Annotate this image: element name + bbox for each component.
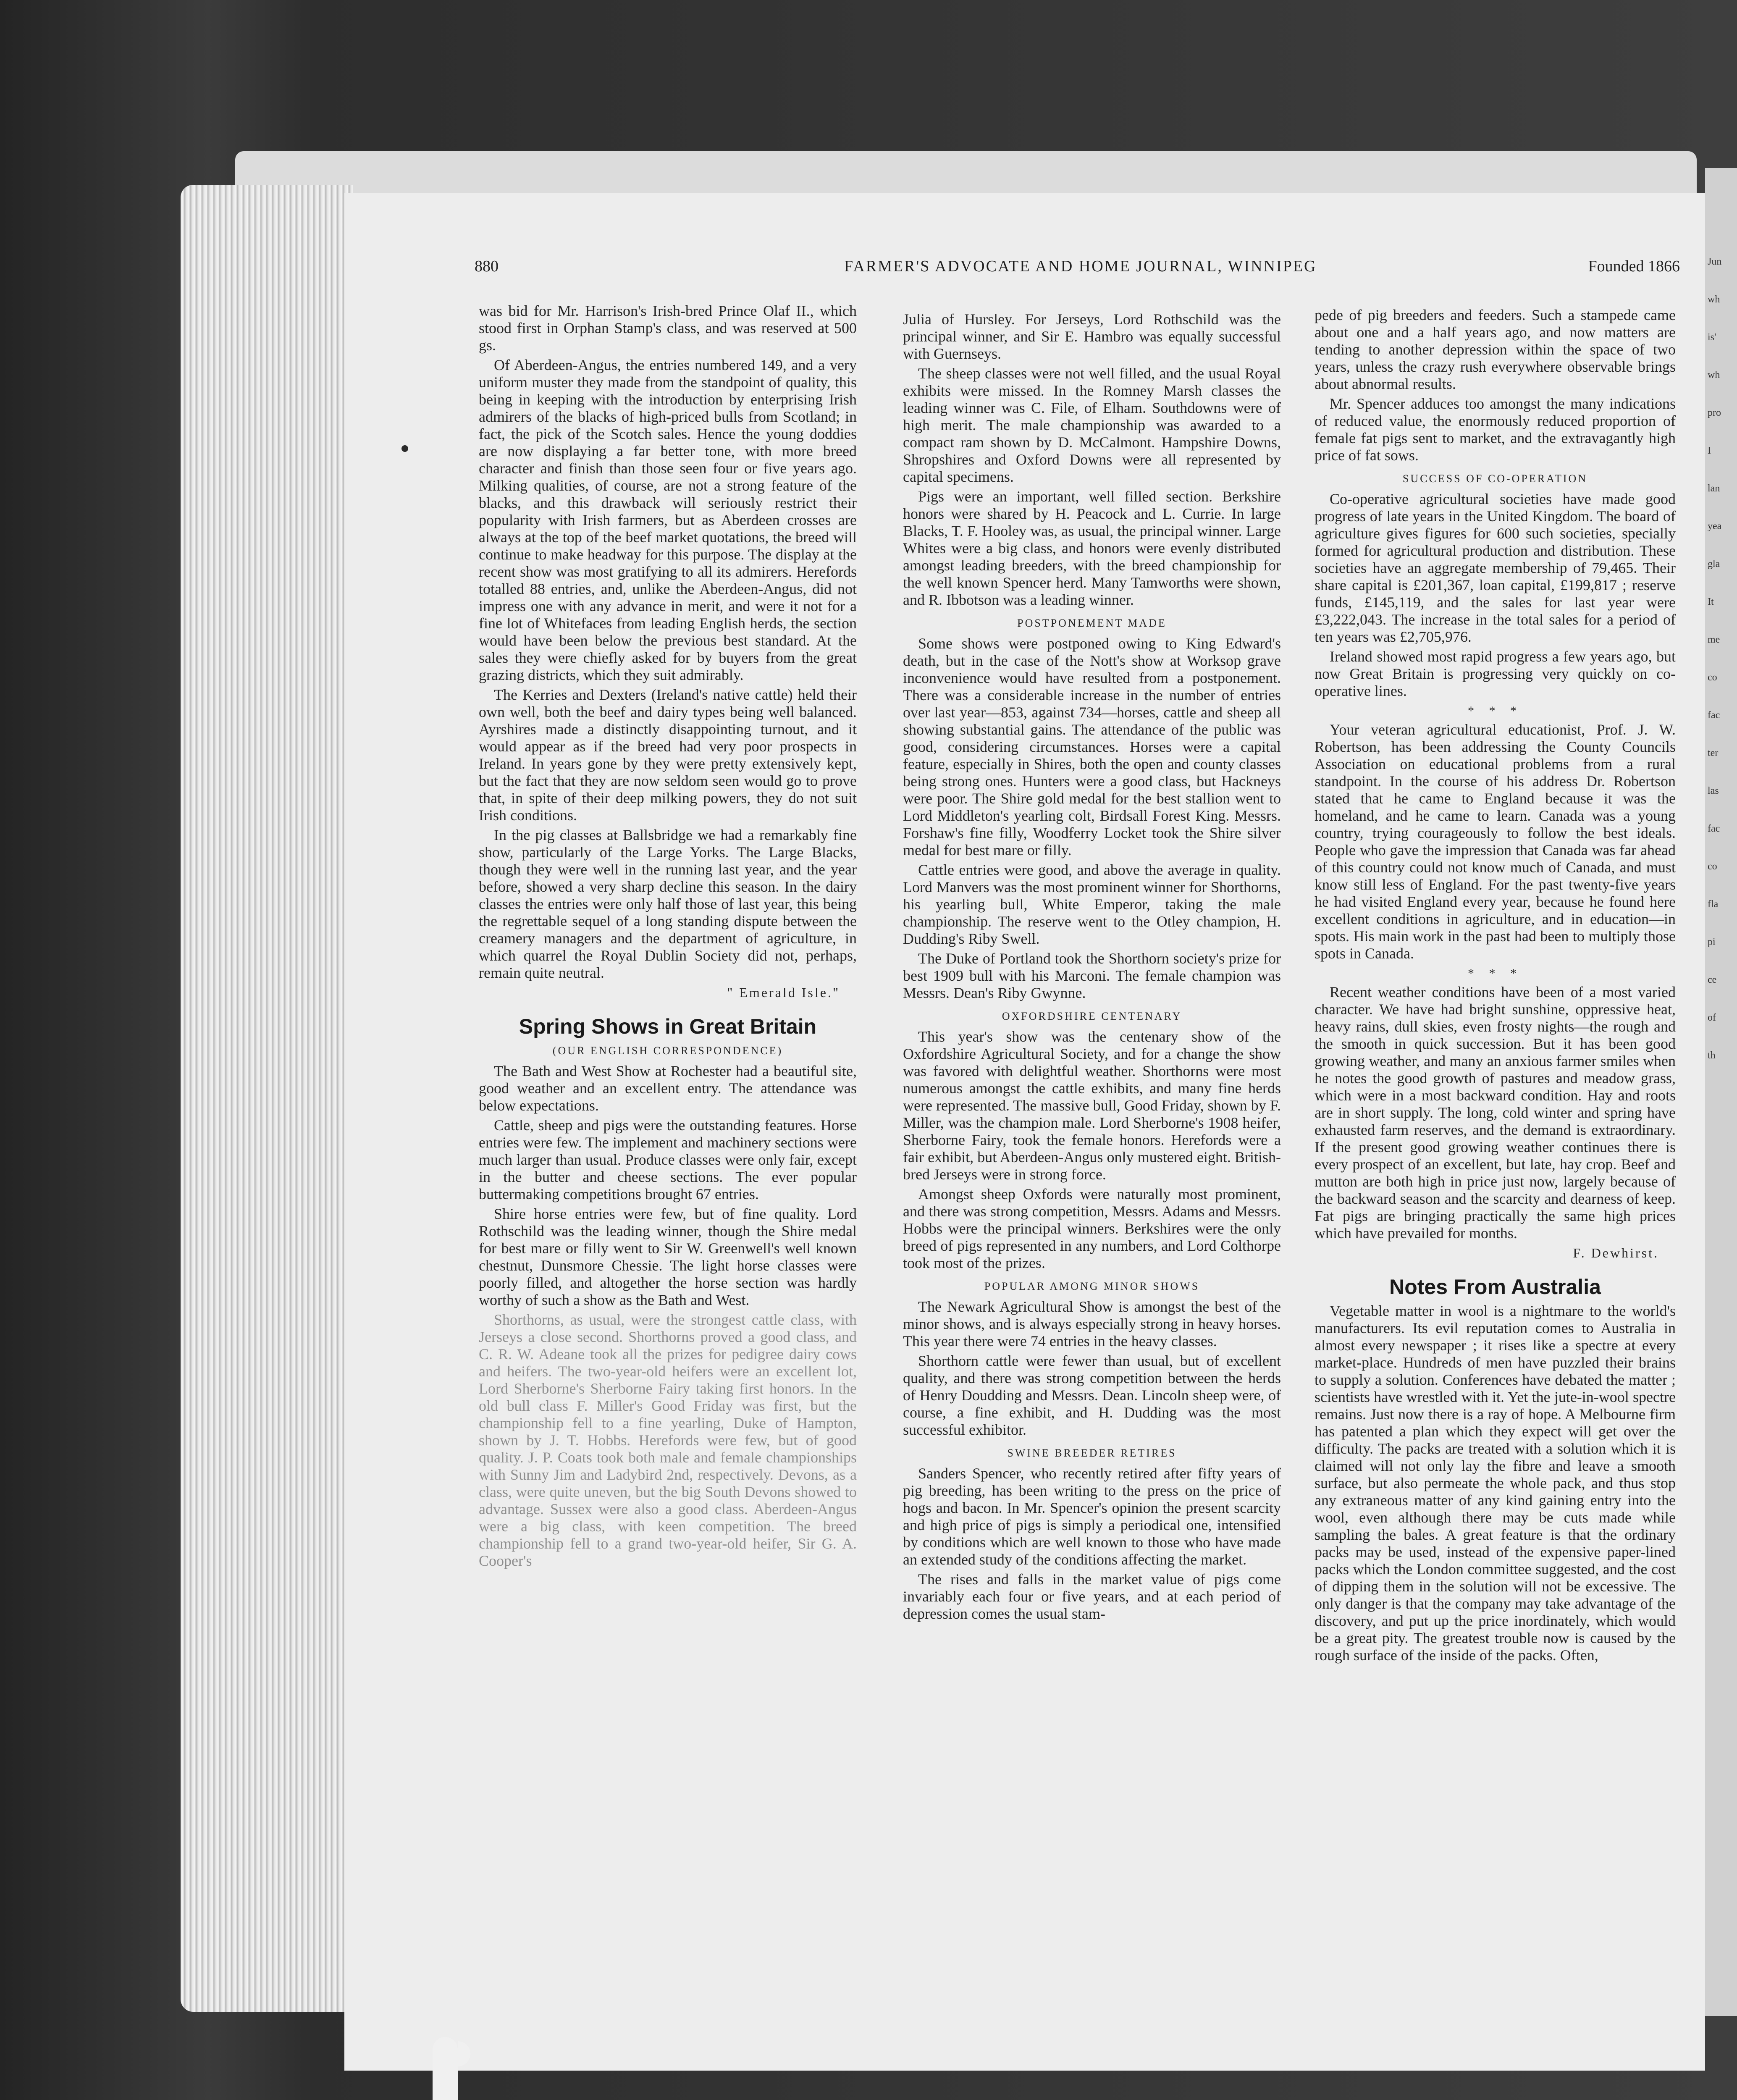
paragraph: pede of pig breeders and feeders. Such a stampede came about one and a half years ago, and now matters are tending to another depression within the space of two years, unless the crazy rush everywhere observable brings about abnormal results.	[1315, 307, 1676, 392]
edge-text-fragment: pro	[1708, 407, 1721, 418]
byline: (OUR ENGLISH CORRESPONDENCE)	[552, 1045, 783, 1057]
section-divider: * * *	[1468, 704, 1522, 718]
paragraph: Sanders Spencer, who recently retired after fifty years of pig breeding, has been writing to the press on the price of hogs and bacon. In Mr. Spencer's opinion the present scarcity and high price of pigs is simply a periodical one, intensified by conditions which are well known to those who have made an extended study of the conditions affecting the market.	[903, 1465, 1281, 1568]
paragraph: was bid for Mr. Harrison's Irish-bred Prince Olaf II., which stood first in Orphan Stamp's class, and was reserved at 500 gs.	[479, 302, 857, 354]
edge-text-fragment: fac	[1708, 710, 1720, 721]
paragraph: Shorthorn cattle were fewer than usual, but of excellent quality, and there was strong competition between the herds of Henry Doudding and Messrs. Dean. Lincoln sheep were, of course, a fine exhibit, and H. Dudding was the most successful exhibitor.	[903, 1352, 1281, 1438]
edge-text-fragment: lan	[1708, 483, 1720, 494]
paragraph: The Duke of Portland took the Shorthorn society's prize for best 1909 bull with his Marconi. The female champion was Messrs. Dean's Riby Gwynne.	[903, 950, 1281, 1001]
paragraph: The Kerries and Dexters (Ireland's native cattle) held their own well, both the beef and dairy types being well balanced. Ayrshires made a distinctly disappointing turnout, and it would appear as if the breed had very poor prospects in Ireland. In years gone by they were pretty extensively kept, but the fact that they are now seldom seen would go to prove that, in spite of their deep milking powers, they do not suit Irish conditions.	[479, 686, 857, 824]
article-heading: Notes From Australia	[1389, 1275, 1601, 1299]
bookmark-tab	[433, 2037, 458, 2100]
subheading: SWINE BREEDER RETIRES	[1007, 1447, 1177, 1459]
column-1	[479, 302, 857, 1572]
paragraph: Amongst sheep Oxfords were naturally most prominent, and there was strong competition, Messrs. Adams and Messrs. Hobbs were the principal winners. Berkshires were the only breed of pigs represented in any numbers, and Lord Colthorpe took most of the prizes.	[903, 1186, 1281, 1271]
page-number: 880	[475, 257, 499, 275]
edge-text-fragment: It	[1708, 596, 1714, 607]
page-header	[475, 257, 1680, 286]
paragraph: The Bath and West Show at Rochester had a beautiful site, good weather and an excellent entry. The attendance was below expectations.	[479, 1063, 857, 1114]
paragraph: This year's show was the centenary show of the Oxfordshire Agricultural Society, and for a change the show was favored with delightful weather. Shorthorns were most numerous amongst the cattle exhibits, and many fine herds were represented. The massive bull, Good Friday, shown by F. Miller, was the champion male. Lord Sherborne's 1908 heifer, Sherborne Fairy, took the female honors. Herefords were a fair exhibit, but Aberdeen-Angus only mustered eight. British-bred Jerseys were in strong force.	[903, 1028, 1281, 1183]
subheading: POPULAR AMONG MINOR SHOWS	[984, 1280, 1200, 1292]
edge-text-fragment: gla	[1708, 559, 1720, 570]
edge-text-fragment: of	[1708, 1012, 1716, 1023]
paragraph: In the pig classes at Ballsbridge we had a remarkably fine show, particularly of the Large Yorks. The Large Blacks, though they were well in the running last year, and the year before, showed a very sharp decline this season. In the dairy classes the entries were only half those of last year, this being the regrettable sequel of a long standing dispute between the creamery managers and the department of agriculture, in which quarrel the Royal Dublin Society did not, perhaps, remain quite neutral.	[479, 827, 857, 981]
paragraph: The Newark Agricultural Show is amongst the best of the minor shows, and is always especially strong in heavy horses. This year there were 74 entries in the heavy classes.	[903, 1298, 1281, 1349]
signature: " Emerald Isle."	[727, 985, 840, 1000]
paragraph: Shire horse entries were few, but of fine quality. Lord Rothschild was the leading winner, though the Shire medal for best mare or filly went to Sir W. Greenwell's well known chestnut, Dunsmore Chessie. The light horse classes were poorly filled, and altogether the horse section was hardly worthy of such a show as the Bath and West.	[479, 1205, 857, 1308]
paragraph: Shorthorns, as usual, were the strongest cattle class, with Jerseys a close second. Shorthorns proved a good class, and C. R. W. Adeane took all the prizes for pedigree dairy cows and heifers. The two-year-old heifers were an excellent lot, Lord Sherborne's Sherborne Fairy taking first honors. In the old bull class F. Miller's Good Friday was first, but the championship fell to a fine yearling, Duke of Hampton, shown by J. T. Hobbs. Herefords were few, but of good quality. J. P. Coats took both male and female championships with Sunny Jim and Ladybird 2nd, respectively. Devons, as a class, were quite uneven, but the big South Devons showed to advantage. Sussex were also a good class. Aberdeen-Angus were a big class, with keen competition. The breed championship fell to a grand two-year-old heifer, Sir G. A. Cooper's	[479, 1311, 857, 1569]
edge-text-fragment: me	[1708, 634, 1720, 645]
paragraph: Pigs were an important, well filled section. Berkshire honors were shared by H. Peacock and L. Currie. In large Blacks, T. F. Hooley was, as usual, the principal winner. Large Whites were a big class, and honors were evenly distributed amongst leading breeders, with the breed championship for the well known Spencer herd. Many Tamworths were shown, and R. Ibbotson was a leading winner.	[903, 488, 1281, 608]
paragraph: Of Aberdeen-Angus, the entries numbered 149, and a very uniform muster they made from the standpoint of quality, this being in keeping with the introduction by enterprising Irish admirers of the blacks of high-priced bulls from Scotland; in fact, the pick of the Scotch sales. Hence the young doddies are now displaying a far better tone, with more breed character and finish than those seen four or five years ago. Milking qualities, of course, are not a strong feature of the blacks, and this drawback will seriously restrict their popularity with Irish farmers, but as Aberdeen crosses are always at the top of the beef market quotations, the breed will continue to make headway for this purpose. The display at the recent show was most gratifying to all its admirers. Herefords totalled 88 entries, and, unlike the Aberdeen-Angus, did not impress one with any advance in merit, and were it not for a fine lot of Whitefaces from leading English herds, the section would have been below the previous best standard. At the sales they were chiefly asked for by buyers from the great grazing districts, which they suit admirably.	[479, 357, 857, 683]
journal-title: FARMER'S ADVOCATE AND HOME JOURNAL, WINNIPEG	[844, 257, 1317, 275]
signature: F. Dewhirst.	[1573, 1245, 1659, 1260]
paragraph: Co-operative agricultural societies have made good progress of late years in the United Kingdom. The board of agriculture gives figures for 600 such societies, specially formed for agricultural production and distribution. These societies have an aggregate membership of 79,465. Their share capital is £201,367, loan capital, £199,817 ; reserve funds, £145,119, and the sales for last year were £3,222,043. The increase in the total sales for a period of ten years was £2,705,976.	[1315, 491, 1676, 645]
edge-text-fragment: yea	[1708, 521, 1722, 532]
edge-text-fragment: is'	[1708, 332, 1716, 343]
edge-text-fragment: Jun	[1708, 256, 1722, 267]
edge-text-fragment: I	[1708, 445, 1711, 456]
edge-text-fragment: co	[1708, 861, 1717, 872]
paragraph: Julia of Hursley. For Jerseys, Lord Rothschild was the principal winner, and Sir E. Hambro was equally successful with Guernseys.	[903, 311, 1281, 362]
ink-dot	[401, 445, 408, 452]
paragraph: Recent weather conditions have been of a most varied character. We have had bright sunshine, oppressive heat, heavy rains, dull skies, even frosty nights—the rough and the smooth in quick succession. But it has been good growing weather, and many an anxious farmer smiles when he notes the good growth of pastures and meadow grass, which were in a most backward condition. Hay and roots are in short supply. The long, cold winter and spring have exhausted farm reserves, and the demand is extraordinary. If the present good growing weather continues there is every prospect of an excellent, but late, hay crop. Beef and mutton are both high in price just now, largely because of the backward season and the scarcity and dearness of keep. Fat pigs are bringing practically the same high prices which have prevailed for months.	[1315, 984, 1676, 1242]
section-divider: * * *	[1468, 966, 1522, 980]
column-2	[903, 311, 1281, 1625]
column-3	[1315, 307, 1676, 1667]
article-heading: Spring Shows in Great Britain	[519, 1015, 817, 1038]
paragraph: Cattle entries were good, and above the average in quality. Lord Manvers was the most prominent winner for Shorthorns, his yearling bull, White Emperor, taking the male championship. The reserve went to the Otley champion, H. Dudding's Riby Swell.	[903, 861, 1281, 947]
paragraph: The sheep classes were not well filled, and the usual Royal exhibits were missed. In the Romney Marsh classes the leading winner was C. File, of Elham. Southdowns were of high merit. The male championship was awarded to a compact ram shown by D. McCalmont. Hampshire Downs, Shropshires and Oxford Downs were all represented by capital specimens.	[903, 365, 1281, 485]
edge-text-fragment: fac	[1708, 823, 1720, 834]
founded-note: Founded 1866	[1588, 257, 1680, 275]
edge-text-fragment: co	[1708, 672, 1717, 683]
paragraph: Some shows were postponed owing to King Edward's death, but in the case of the Nott's show at Worksop grave inconvenience would have resulted from a postponement. There was a considerable increase in the number of entries over last year—853, against 734—horses, cattle and sheep all showing substantial gains. The attendance of the public was good, considering circumstances. Horses were a capital feature, especially in Shires, both the open and county classes being strong ones. Hunters were a good class, but Hackneys were poor. The Shire gold medal for the best stallion went to Lord Middleton's yearling colt, Birdsall Forest King. Messrs. Forshaw's fine filly, Woodferry Locket took the Shire silver medal for best mare or filly.	[903, 635, 1281, 858]
subheading: OXFORDSHIRE CENTENARY	[1002, 1010, 1182, 1022]
paragraph: Vegetable matter in wool is a nightmare to the world's manufacturers. Its evil reputation comes to Australia in almost every newspaper ; it rises like a spectre at every market-place. Hundreds of men have puzzled their brains to supply a solution. Conferences have debated the matter ; scientists have wrestled with it. Yet the jute-in-wool spectre remains. Just now there is a ray of hope. A Melbourne firm has patented a plan which they expect will get over the difficulty. The packs are treated with a solution which it is claimed will not only lay the fibre and leave a smooth surface, but also permeate the whole pack, and thus stop any extraneous matter of any kind gaining entry into the wool, even although there may be cuts made while sampling the bales. A great feature is that the ordinary packs may be used, instead of the expensive paper-lined packs which the London committee suggested, and the cost of dipping them in the solution will not be excessive. The only danger is that the company may take advantage of the discovery, and put up the price inordinately, which would be a great pity. The greatest trouble now is caused by the rough surface of the inside of the packs. Often,	[1315, 1302, 1676, 1664]
edge-text-fragment: ter	[1708, 748, 1719, 759]
edge-text-fragment: wh	[1708, 294, 1720, 305]
paragraph: Your veteran agricultural educationist, Prof. J. W. Robertson, has been addressing the County Councils Association on educational problems from a rural standpoint. In the course of his address Dr. Robertson stated that he came to England because it was the homeland, and he came to learn. Canada was a young country, trying courageously to follow the best ideals. People who gave the impression that Canada was far ahead of this country could not know much of Canada, and must know still less of England. For the past twenty-five years he had visited England every year, because he found here excellent conditions in agriculture, and in education—in spots. His main work in the past had been to multiply those spots in Canada.	[1315, 721, 1676, 962]
edge-text-fragment: fla	[1708, 899, 1719, 910]
edge-text-fragment: th	[1708, 1050, 1716, 1061]
edge-text-fragment: wh	[1708, 370, 1720, 381]
paragraph: Mr. Spencer adduces too amongst the many indications of reduced value, the enormously reduced proportion of female fat pigs sent to market, and the extravagantly high price of fat sows.	[1315, 395, 1676, 464]
book-page-edges	[181, 185, 353, 2012]
subheading: SUCCESS OF CO-OPERATION	[1402, 472, 1588, 485]
edge-text-fragment: las	[1708, 785, 1719, 796]
subheading: POSTPONEMENT MADE	[1017, 617, 1167, 629]
paragraph: Cattle, sheep and pigs were the outstanding features. Horse entries were few. The implement and machinery sections were much larger than usual. Produce classes were only fair, except in the butter and cheese sections. The ever popular buttermaking competitions brought 67 entries.	[479, 1117, 857, 1202]
paragraph: Ireland showed most rapid progress a few years ago, but now Great Britain is progressing very quickly on co-operative lines.	[1315, 648, 1676, 699]
edge-text-fragment: pi	[1708, 937, 1716, 948]
paragraph: The rises and falls in the market value of pigs come invariably each four or five years, and at each period of depression comes the usual stam-	[903, 1571, 1281, 1622]
next-page-edge	[1705, 168, 1737, 2016]
edge-text-fragment: ce	[1708, 974, 1717, 985]
